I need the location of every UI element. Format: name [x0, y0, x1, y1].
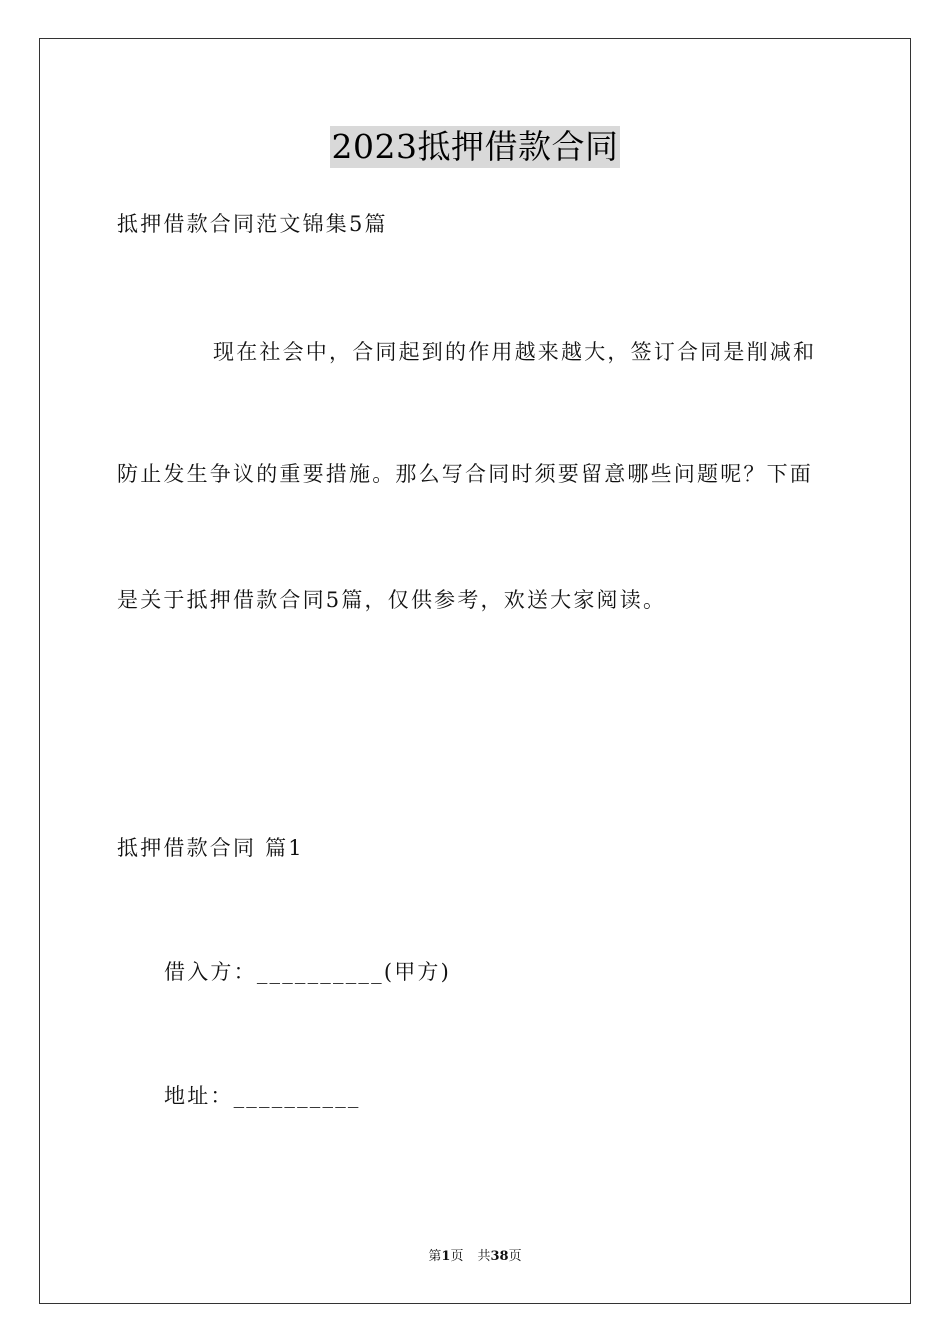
address-label: 地址：	[164, 1084, 234, 1108]
intro-paragraph-line-2: 防止发生争议的重要措施。那么写合同时须要留意哪些问题呢？下面	[117, 462, 813, 486]
footer-page-prefix: 第	[428, 1249, 442, 1264]
address-blank: __________	[233, 1084, 361, 1108]
document-title: 2023抵押借款合同	[331, 127, 619, 166]
page-footer	[0, 1248, 950, 1266]
intro-paragraph-line-3: 是关于抵押借款合同5篇，仅供参考，欢送大家阅读。	[117, 588, 667, 612]
borrower-label: 借入方：	[164, 960, 257, 984]
intro-paragraph-line-1: 现在社会中，合同起到的作用越来越大，签订合同是削减和	[213, 340, 817, 364]
footer-page-current: 1	[441, 1249, 451, 1264]
footer-page-unit: 页	[450, 1249, 464, 1264]
section-heading: 抵押借款合同 篇1	[117, 836, 304, 860]
title-wrap	[0, 126, 950, 168]
document-subtitle: 抵押借款合同范文锦集5篇	[117, 212, 388, 236]
borrower-blank: __________	[256, 960, 384, 984]
borrower-field	[164, 958, 451, 986]
footer-total-unit: 页	[508, 1249, 522, 1264]
borrower-suffix: (甲方)	[383, 960, 451, 984]
footer-page-total: 38	[490, 1249, 509, 1264]
footer-total-prefix: 共	[477, 1249, 491, 1264]
address-field	[164, 1082, 361, 1110]
